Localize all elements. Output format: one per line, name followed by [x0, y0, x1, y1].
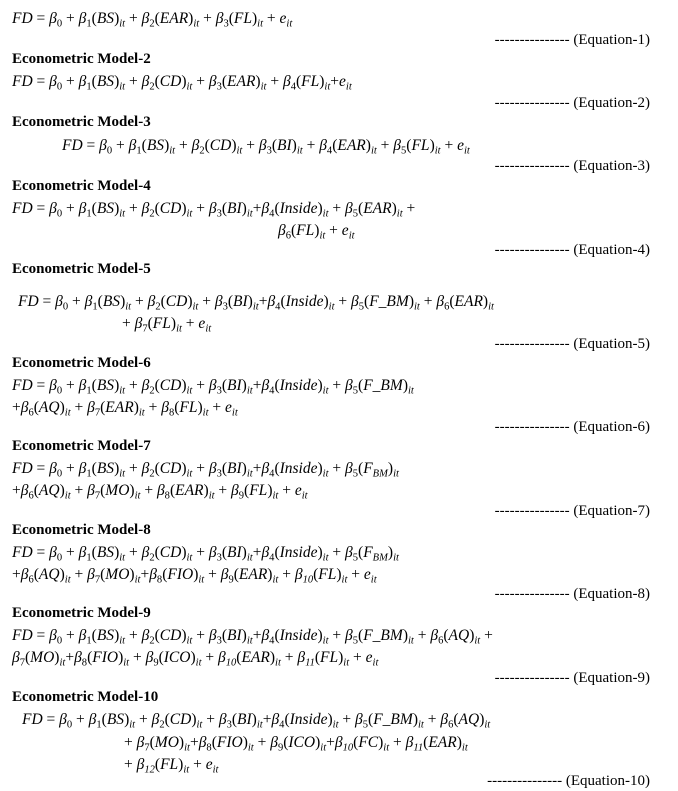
equation-7-line-2: $+\beta_6(AQ)_{it} + \beta_7(MO)_{it} + \beta_8(EAR)_{it} + \beta_9(FL)_{it} + e_{it}$	[12, 482, 308, 502]
model-7-heading: Econometric Model-7	[12, 438, 151, 454]
model-6-heading: Econometric Model-6	[12, 355, 151, 371]
equation-2-label: --------------- (Equation-2)	[494, 95, 650, 111]
equation-4-label: --------------- (Equation-4)	[494, 242, 650, 258]
model-2-heading: Econometric Model-2	[12, 51, 151, 67]
equation-7-line-1: FD = $\beta_0 + \beta_1(BS)_{it} + \beta_2(CD)_{it}$ + $\beta_3(BI)_{it}+\beta_4(Inside)_{it} + \beta_5(F_{BM})_{it}$	[12, 460, 399, 480]
model-10-heading: Econometric Model-10	[12, 689, 159, 705]
equation-10-label: --------------- (Equation-10)	[487, 773, 650, 789]
equation-6-line-1: FD = $\beta_0 + \beta_1(BS)_{it} + \beta_2(CD)_{it}$ + $\beta_3(BI)_{it}+\beta_4(Inside)_{it}$ + $\beta_5(F\_BM)_{it}$	[12, 377, 414, 397]
equation-4-line-2: $\beta_6(FL)_{it} + e_{it}$	[278, 222, 355, 242]
model-5-heading: Econometric Model-5	[12, 261, 151, 277]
equation-1-label: --------------- (Equation-1)	[494, 32, 650, 48]
equation-6-line-2: $+\beta_6(AQ)_{it} + \beta_7(EAR)_{it} + \beta_8(FL)_{it} + e_{it}$	[12, 399, 238, 419]
model-4-heading: Econometric Model-4	[12, 178, 151, 194]
equation-10-line-2: + $\beta_7(MO)_{it}+\beta_8(FIO)_{it} + \beta_9(ICO)_{it}+\beta_{10}(FC)_{it} + \beta_{11}(EAR)_{it}$	[124, 734, 468, 754]
equation-7-label: --------------- (Equation-7)	[494, 503, 650, 519]
equation-10-line-1: FD = $\beta_0 + \beta_1(BS)_{it} + \beta_2(CD)_{it}$ + $\beta_3(BI)_{it}+\beta_4(Inside)_{it}$ + $\beta_5(F\_BM)_{it} + \beta_6(AQ)_{it}$	[22, 711, 491, 731]
model-8-heading: Econometric Model-8	[12, 522, 151, 538]
model-9-heading: Econometric Model-9	[12, 605, 151, 621]
equation-9-line-1: FD = $\beta_0 + \beta_1(BS)_{it} + \beta_2(CD)_{it}$ + $\beta_3(BI)_{it}+\beta_4(Inside)_{it}$ + $\beta_5(F\_BM)_{it} + \beta_6(AQ)_{it}$ +	[12, 627, 493, 647]
equation-10-line-3: + $\beta_{12}(FL)_{it} + e_{it}$	[124, 756, 219, 776]
equation-8-line-1: FD = $\beta_0 + \beta_1(BS)_{it} + \beta_2(CD)_{it}$ + $\beta_3(BI)_{it}+\beta_4(Inside)_{it} + \beta_5(F_{BM})_{it}$	[12, 544, 399, 564]
equation-9-label: --------------- (Equation-9)	[494, 670, 650, 686]
equation-8-label: --------------- (Equation-8)	[494, 586, 650, 602]
equation-5-line-2: + $\beta_7(FL)_{it} + e_{it}$	[122, 315, 212, 335]
equation-3-line-1: FD = $\beta_0 + \beta_1(BS)_{it} + \beta_2(CD)_{it} + \beta_3(BI)_{it} + \beta_4(EAR)_{it} + \beta_5(FL)_{it} + e_{it}$	[62, 137, 470, 157]
equation-6-label: --------------- (Equation-6)	[494, 419, 650, 435]
model-3-heading: Econometric Model-3	[12, 114, 151, 130]
equation-5-label: --------------- (Equation-5)	[494, 336, 650, 352]
equation-4-line-1: FD = $\beta_0 + \beta_1(BS)_{it} + \beta_2(CD)_{it}$ + $\beta_3(BI)_{it}+\beta_4(Inside)_{it} + \beta_5(EAR)_{it}$ +	[12, 200, 416, 220]
equation-9-line-2: $\beta_7(MO)_{it}+\beta_8(FIO)_{it} + \beta_9(ICO)_{it} + \beta_{10}(EAR)_{it} + \beta_{11}(FL)_{it} + e_{it}$	[12, 649, 379, 669]
equation-1-line-1: FD = $\beta_0 + \beta_1(BS)_{it} + \beta_2(EAR)_{it} + \beta_3(FL)_{it} + e_{it}$	[12, 10, 293, 30]
equation-5-line-1: FD = $\beta_0 + \beta_1(BS)_{it} + \beta_2(CD)_{it}$ + $\beta_3(BI)_{it}+\beta_4(Inside)_{it}$ + $\beta_5(F\_BM)_{it} + \beta_6(EAR)_{it}$	[18, 293, 494, 313]
equation-2-line-1: FD = $\beta_0 + \beta_1(BS)_{it} + \beta_2(CD)_{it} + \beta_3(EAR)_{it} + \beta_4(FL)_{it}+e_{it}$	[12, 73, 352, 93]
equation-3-label: --------------- (Equation-3)	[494, 158, 650, 174]
equation-8-line-2: $+\beta_6(AQ)_{it} + \beta_7(MO)_{it}+\beta_8(FIO)_{it} + \beta_9(EAR)_{it} + \beta_{10}(FL)_{it} + e_{it}$	[12, 566, 377, 586]
